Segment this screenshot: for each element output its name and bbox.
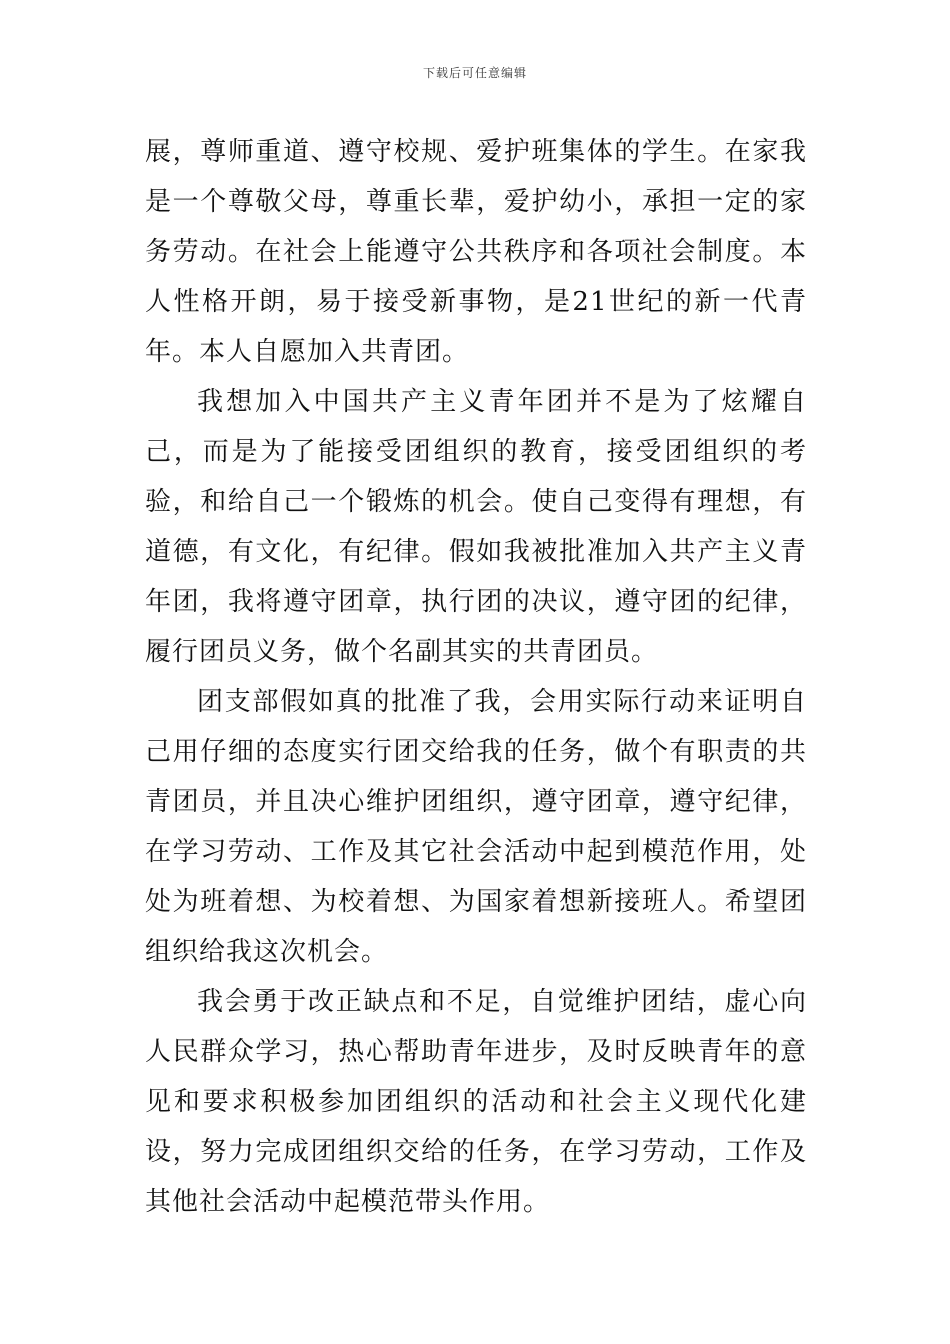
document-body — [145, 127, 807, 1227]
paragraph-4: 我会勇于改正缺点和不足，自觉维护团结，虚心向人民群众学习，热心帮助青年进步，及时反映青年的意见和要求积极参加团组织的活动和社会主义现代化建设，努力完成团组织交给的任务，在学习劳动，工作及其他社会活动中起模范带头作用。 — [145, 987, 807, 1217]
paragraph-3: 团支部假如真的批准了我，会用实际行动来证明自己用仔细的态度实行团交给我的任务，做个有职责的共青团员，并且决心维护团组织，遵守团章，遵守纪律，在学习劳动、工作及其它社会活动中起到模范作用，处处为班着想、为校着想、为国家着想新接班人。希望团组织给我这次机会。 — [145, 687, 807, 967]
paragraph-1: 展，尊师重道、遵守校规、爱护班集体的学生。在家我是一个尊敬父母，尊重长辈，爱护幼小，承担一定的家务劳动。在社会上能遵守公共秩序和各项社会制度。本人性格开朗，易于接受新事物，是21世纪的新一代青年。本人自愿加入共青团。 — [145, 137, 807, 367]
paragraph-2: 我想加入中国共产主义青年团并不是为了炫耀自己，而是为了能接受团组织的教育，接受团组织的考验，和给自己一个锻炼的机会。使自己变得有理想，有道德，有文化，有纪律。假如我被批准加入共产主义青年团，我将遵守团章，执行团的决议，遵守团的纪律，履行团员义务，做个名副其实的共青团员。 — [145, 387, 807, 667]
header-note: 下载后可任意编辑 — [422, 66, 527, 80]
